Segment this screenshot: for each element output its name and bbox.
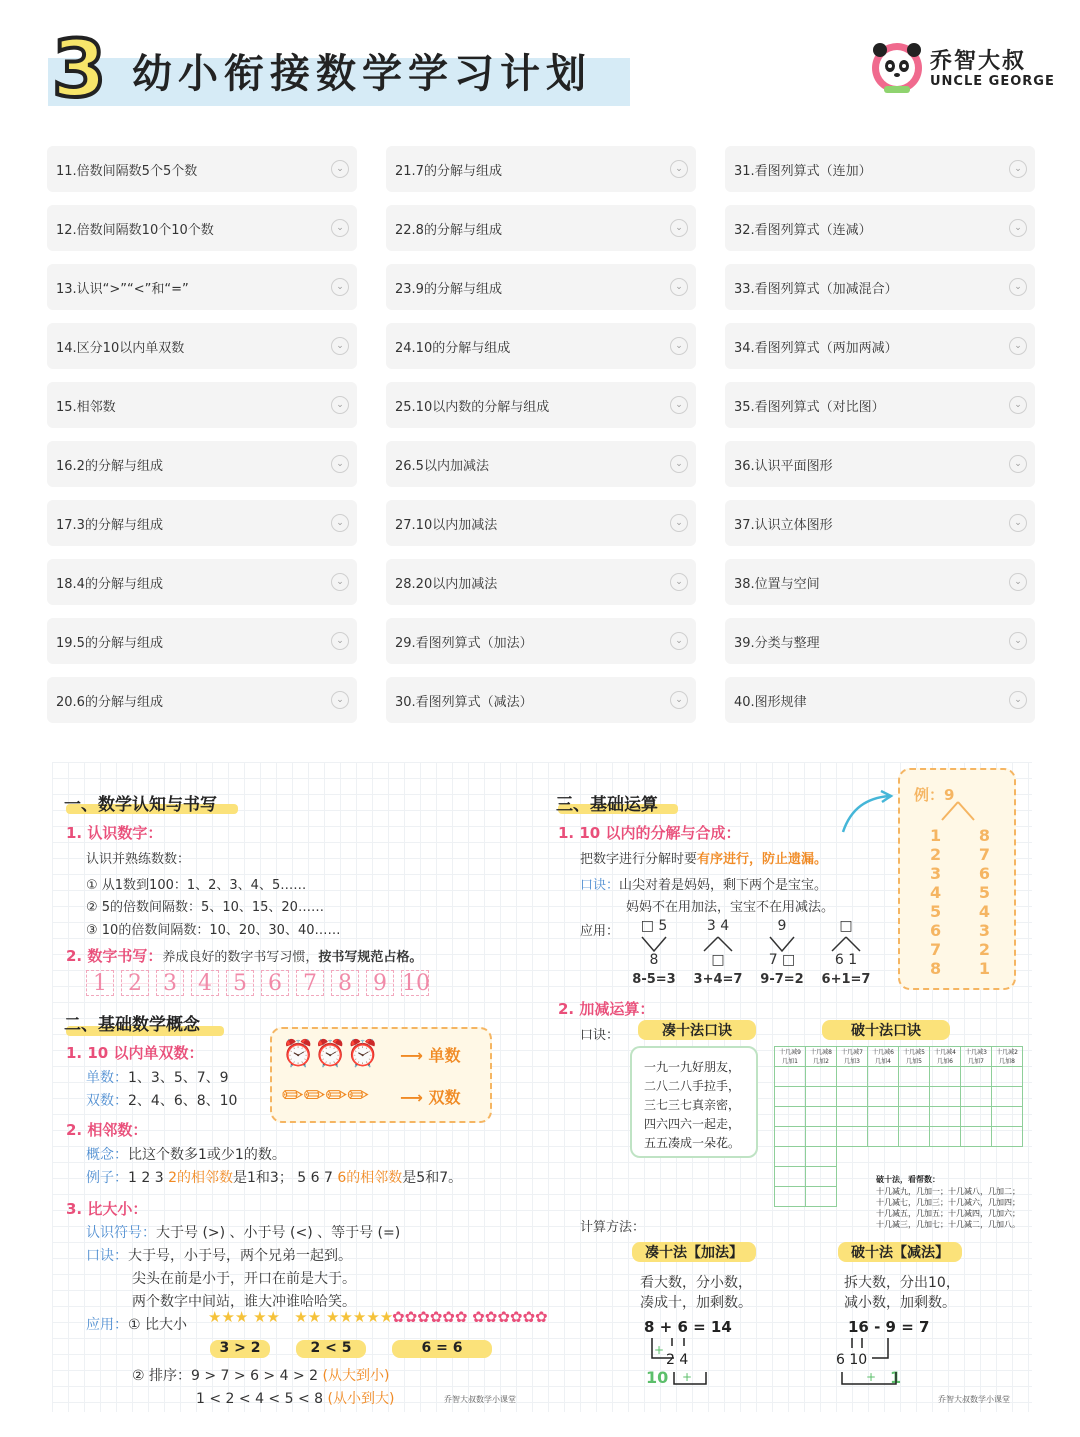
grid-head-cell: 十几减9 几加1 (775, 1047, 806, 1067)
pair-left: 1 (930, 826, 942, 845)
chevron-down-icon[interactable]: ⌄ (670, 455, 688, 473)
lesson-item[interactable] (386, 441, 696, 487)
right-footmark: 乔智大叔数学小课堂 (938, 1395, 1010, 1404)
chevron-down-icon[interactable]: ⌄ (1009, 455, 1027, 473)
pair-row (930, 921, 990, 940)
make-ten-add-2: 凑成十，加剩数。 (640, 1295, 752, 1311)
s1-1-sub: 认识并熟练数数： (86, 852, 191, 867)
chevron-down-icon[interactable]: ⌄ (1009, 219, 1027, 237)
pair-left: 4 (930, 883, 942, 902)
svg-text:+: + (654, 1343, 665, 1357)
grid-head-cell: 十几减3 几加7 (961, 1047, 992, 1067)
lesson-item[interactable] (47, 323, 357, 369)
rhyme-row-1: 口诀：大于号，小于号，两个兄弟一起到。 (86, 1248, 352, 1264)
odd-even-illustration (270, 1027, 492, 1123)
grid-cell (837, 1147, 868, 1167)
pair-right: 8 (978, 826, 990, 845)
grid-cell (899, 1087, 930, 1107)
digit-cell: 3 (156, 970, 184, 996)
grid-cell (899, 1067, 930, 1087)
compare-tag-2: 2 < 5 (296, 1340, 366, 1358)
digit-cell: 6 (261, 970, 289, 996)
grid-cell (899, 1127, 930, 1147)
chevron-down-icon[interactable]: ⌄ (331, 160, 349, 178)
grid-cell (806, 1127, 837, 1147)
make-ten-line: 四六四六一起走， (644, 1117, 741, 1131)
grid-cell (992, 1107, 1023, 1127)
pair-right: 4 (978, 902, 990, 921)
pair-row (930, 864, 990, 883)
grid-cell (868, 1067, 899, 1087)
chevron-down-icon[interactable]: ⌄ (331, 455, 349, 473)
pair-right: 2 (978, 940, 990, 959)
study-notes (52, 762, 1032, 1412)
pair-left: 3 (930, 864, 942, 883)
chevron-down-icon[interactable]: ⌄ (331, 573, 349, 591)
grid-cell (837, 1067, 868, 1087)
grid-cell (775, 1127, 806, 1147)
pair-row (930, 883, 990, 902)
chevron-down-icon[interactable]: ⌄ (670, 396, 688, 414)
make-ten-brackets (644, 1336, 714, 1386)
chevron-down-icon[interactable]: ⌄ (331, 219, 349, 237)
digit-cell: 10 (402, 971, 430, 996)
grid-cell (775, 1107, 806, 1127)
lesson-item-label: 28.20以内加减法 (395, 576, 498, 592)
break-ten-line: 十几减七，几加三；十几减六，几加四； (876, 1198, 1020, 1207)
lesson-item[interactable] (725, 559, 1035, 605)
grid-cell (992, 1067, 1023, 1087)
lesson-item-label: 36.认识平面图形 (734, 458, 833, 474)
lesson-item-label: 14.区分10以内单双数 (56, 340, 185, 356)
s3-2-rhyme-label: 口诀： (580, 1028, 620, 1043)
pair-right: 7 (978, 845, 990, 864)
lesson-item[interactable] (725, 441, 1035, 487)
chevron-down-icon[interactable]: ⌄ (331, 337, 349, 355)
lesson-item[interactable] (47, 559, 357, 605)
apply-row-1: 应用：① 比大小 (86, 1317, 188, 1333)
tree-equation: 9-7=2 (760, 972, 804, 987)
s2-2-heading: 2. 相邻数： (66, 1121, 148, 1139)
chevron-down-icon[interactable]: ⌄ (670, 632, 688, 650)
make-ten-add-1: 看大数，分小数， (640, 1275, 752, 1291)
chevron-down-icon[interactable]: ⌄ (1009, 396, 1027, 414)
sort-row-2: 1 < 2 < 4 < 5 < 8 (从小到大) (196, 1391, 395, 1407)
lesson-item-label: 37.认识立体图形 (734, 517, 833, 533)
section-1-title: 一、数学认知与书写 (64, 795, 217, 815)
grid-cell (961, 1107, 992, 1127)
left-footmark: 乔智大叔数学小课堂 (444, 1395, 516, 1404)
break-ten-line: 十几减三，几加七；十几减二，几加八。 (876, 1220, 1020, 1229)
lesson-item-label: 35.看图列算式（对比图） (734, 399, 885, 415)
chevron-down-icon[interactable]: ⌄ (331, 278, 349, 296)
lesson-list (47, 146, 1035, 723)
pair-row (930, 940, 990, 959)
lesson-item[interactable] (386, 382, 696, 428)
chevron-down-icon[interactable]: ⌄ (670, 278, 688, 296)
grid-cell (930, 1087, 961, 1107)
chevron-down-icon[interactable]: ⌄ (331, 632, 349, 650)
lesson-item[interactable] (725, 618, 1035, 664)
grid-cell (961, 1127, 992, 1147)
s1-1-c: ③ 10的倍数间隔数：10、20、30、40…… (86, 923, 341, 938)
lesson-item[interactable] (47, 205, 357, 251)
grid-cell (806, 1067, 837, 1087)
lesson-item-label: 31.看图列算式（连加） (734, 163, 872, 179)
break-ten-brackets (836, 1336, 916, 1386)
pair-row (930, 826, 990, 845)
brand-name-en: UNCLE GEORGE (930, 74, 1055, 89)
svg-text:+: + (682, 1370, 693, 1384)
grid-cell (837, 1107, 868, 1127)
chevron-down-icon[interactable]: ⌄ (1009, 691, 1027, 709)
lesson-item[interactable] (386, 500, 696, 546)
compare-tag-1: 3 > 2 (210, 1340, 270, 1358)
break-ten-equation: 16 - 9 = 7 (848, 1318, 930, 1336)
lesson-item-label: 27.10以内加减法 (395, 517, 498, 533)
tree-branch-icon (752, 935, 812, 953)
break-ten-title: 破十法口诀 (822, 1020, 950, 1040)
star-icons: ★★★ ★★ ★★ ★★★★★ (208, 1308, 394, 1326)
break-ten-sub-2: 减小数，加剩数。 (844, 1295, 956, 1311)
s3-1-text: 把数字进行分解时要有序进行，防止遗漏。 (580, 852, 828, 867)
grid-cell (806, 1187, 837, 1207)
lesson-item-label: 29.看图列算式（加法） (395, 635, 533, 651)
lesson-item[interactable] (386, 618, 696, 664)
lesson-item[interactable] (725, 205, 1035, 251)
grid-cell (837, 1127, 868, 1147)
page-number: 3 (52, 25, 107, 115)
tree-bottom: 8 (649, 952, 659, 968)
pair-row (930, 845, 990, 864)
header (0, 0, 1080, 135)
make-ten-equation: 8 + 6 = 14 (644, 1318, 732, 1336)
s3-rhyme-1: 口诀：山尖对着是妈妈，剩下两个是宝宝。 (580, 878, 828, 893)
panda-logo-icon (866, 38, 928, 94)
flower-icons: ✿✿✿✿✿✿ ✿✿✿✿✿✿ (392, 1308, 548, 1326)
break-ten-sub-1: 拆大数，分出10， (844, 1275, 960, 1291)
tree-branch-icon (624, 935, 684, 953)
chevron-down-icon[interactable]: ⌄ (1009, 278, 1027, 296)
grid-cell (775, 1187, 806, 1207)
lesson-item-label: 16.2的分解与组成 (56, 458, 163, 474)
break-ten-sub-title: 破十法【减法】 (838, 1242, 962, 1262)
digit-writing-row (86, 970, 429, 996)
grid-cell (961, 1147, 992, 1167)
chevron-down-icon[interactable]: ⌄ (670, 337, 688, 355)
grid-cell (930, 1127, 961, 1147)
tree-equation: 6+1=7 (821, 972, 871, 987)
lesson-item[interactable] (725, 500, 1035, 546)
grid-cell (775, 1067, 806, 1087)
pair-left: 6 (930, 921, 942, 940)
pair-row (930, 902, 990, 921)
grid-cell (930, 1107, 961, 1127)
lesson-item-label: 26.5以内加减法 (395, 458, 489, 474)
grid-cell (837, 1087, 868, 1107)
make-ten-add-title: 凑十法【加法】 (632, 1242, 756, 1262)
grid-cell (868, 1147, 899, 1167)
grid-cell (806, 1147, 837, 1167)
lesson-item-label: 18.4的分解与组成 (56, 576, 163, 592)
tree-branch-icon (688, 935, 748, 953)
lesson-item-label: 30.看图列算式（减法） (395, 694, 533, 710)
grid-head-cell: 十几减8 几加2 (806, 1047, 837, 1067)
tree-bottom: 6 1 (834, 952, 858, 968)
concept-row: 概念：比这个数多1或少1的数。 (86, 1147, 286, 1163)
chevron-down-icon[interactable]: ⌄ (670, 514, 688, 532)
odd-row: 单数：1、3、5、7、9 (86, 1070, 229, 1086)
rhyme-row-3: 两个数字中间站，谁大冲谁哈哈笑。 (132, 1294, 356, 1310)
lesson-item-label: 23.9的分解与组成 (395, 281, 502, 297)
pair-left: 7 (930, 940, 942, 959)
chevron-down-icon[interactable]: ⌄ (1009, 160, 1027, 178)
lesson-item[interactable] (47, 264, 357, 310)
example-row: 例子：1 2 3 2的相邻数是1和3； 5 6 7 6的相邻数是5和7。 (86, 1170, 463, 1186)
grid-cell (837, 1187, 868, 1207)
lesson-item-label: 19.5的分解与组成 (56, 635, 163, 651)
make-ten-split: 2 4 (666, 1352, 689, 1368)
lesson-item-label: 20.6的分解与组成 (56, 694, 163, 710)
break-ten-line: 十几减五，几加五；十几减四，几加六； (876, 1209, 1020, 1218)
s3-1-heading: 1. 10 以内的分解与合成： (558, 824, 741, 842)
chevron-down-icon[interactable]: ⌄ (331, 514, 349, 532)
grid-head-cell: 十几减2 几加8 (992, 1047, 1023, 1067)
s3-rhyme-2: 妈妈不在用加法，宝宝不在用减法。 (626, 900, 835, 915)
digit-cell: 2 (121, 970, 149, 996)
break-ten-line: 十几减九，几加一；十几减八，几加二； (876, 1187, 1020, 1196)
grid-cell (992, 1087, 1023, 1107)
digit-cell: 4 (191, 970, 219, 996)
tree-bottom: □ (711, 952, 725, 968)
tree-equation: 8-5=3 (632, 972, 676, 987)
lesson-item[interactable] (386, 677, 696, 723)
grid-cell (992, 1127, 1023, 1147)
curved-arrow-icon (837, 788, 897, 836)
digit-cell: 1 (86, 970, 114, 996)
grid-cell (899, 1147, 930, 1167)
make-ten-line: 二八二八手拉手， (644, 1079, 741, 1093)
symbol-row: 认识符号：大于号 (>) 、小于号 (<) 、等于号 (=) (86, 1225, 401, 1241)
make-ten-line: 三七三七真亲密， (644, 1098, 741, 1112)
page-title: 幼小衔接数学学习计划 (132, 51, 592, 97)
lesson-item[interactable] (47, 618, 357, 664)
lesson-item-label: 25.10以内数的分解与组成 (395, 399, 550, 415)
pencil-icons: ✏✏✏✏ (282, 1081, 370, 1111)
grid-cell (806, 1087, 837, 1107)
lesson-item-label: 40.图形规律 (734, 694, 807, 710)
grid-cell (899, 1107, 930, 1127)
tree-equation: 3+4=7 (693, 972, 743, 987)
chevron-down-icon[interactable]: ⌄ (670, 160, 688, 178)
rhyme-row-2: 尖头在前是小于，开口在前是大于。 (132, 1271, 356, 1287)
grid-cell (775, 1167, 806, 1187)
grid-head-cell: 十几减6 几加4 (868, 1047, 899, 1067)
s1-2-row (66, 945, 422, 966)
lesson-item-label: 38.位置与空间 (734, 576, 820, 592)
s1-2-heading: 2. 数字书写： (66, 947, 163, 965)
grid-cell (930, 1147, 961, 1167)
svg-text:+: + (866, 1370, 877, 1384)
method-label: 计算方法： (580, 1220, 646, 1235)
lesson-item[interactable] (47, 500, 357, 546)
pair-right: 3 (978, 921, 990, 940)
make-ten-line: 一九一九好朋友， (644, 1060, 741, 1074)
lesson-item[interactable] (725, 382, 1035, 428)
section-3-title: 三、基础运算 (556, 795, 658, 815)
tree-top: 9 (777, 918, 787, 934)
break-ten-note: 破十法，看帮数： (876, 1175, 940, 1184)
lesson-item[interactable] (47, 382, 357, 428)
lesson-item[interactable] (386, 264, 696, 310)
lesson-item-label: 34.看图列算式（两加两减） (734, 340, 898, 356)
lesson-item[interactable] (725, 146, 1035, 192)
lesson-item-label: 22.8的分解与组成 (395, 222, 502, 238)
tree-top: □ (839, 918, 853, 934)
make-ten-line: 五五凑成一朵花。 (644, 1136, 741, 1150)
odd-arrow: ⟶ 单数 (400, 1046, 461, 1065)
s1-1-heading: 1. 认识数字： (66, 824, 163, 842)
section-2-title: 二、基础数学概念 (64, 1015, 200, 1035)
lesson-item-label: 12.倍数间隔数10个10个数 (56, 222, 214, 238)
grid-head-cell: 十几减7 几加3 (837, 1047, 868, 1067)
tree-top: □ 5 (640, 918, 668, 934)
chevron-down-icon[interactable]: ⌄ (331, 691, 349, 709)
chevron-down-icon[interactable]: ⌄ (1009, 337, 1027, 355)
grid-cell (868, 1107, 899, 1127)
example-label: 例：9 (914, 786, 955, 804)
lesson-item-label: 21.7的分解与组成 (395, 163, 502, 179)
s1-1-a: ① 从1数到100：1、2、3、4、5…… (86, 878, 307, 893)
grid-cell (775, 1087, 806, 1107)
grid-cell (806, 1167, 837, 1187)
digit-cell: 9 (366, 970, 394, 996)
grid-cell (961, 1167, 992, 1187)
pair-left: 5 (930, 902, 942, 921)
grid-cell (992, 1147, 1023, 1167)
tree-top: 3 4 (706, 918, 730, 934)
lesson-item-label: 32.看图列算式（连减） (734, 222, 872, 238)
grid-head-cell: 十几减5 几加5 (899, 1047, 930, 1067)
s1-2-highlight: 按书写规范占格。 (318, 950, 423, 965)
chevron-down-icon[interactable]: ⌄ (1009, 573, 1027, 591)
lesson-item[interactable] (725, 264, 1035, 310)
pair-right: 1 (978, 959, 990, 978)
grid-cell (837, 1167, 868, 1187)
lesson-item-label: 17.3的分解与组成 (56, 517, 163, 533)
compare-tag-3: 6 = 6 (392, 1340, 492, 1358)
chevron-down-icon[interactable]: ⌄ (331, 396, 349, 414)
digit-cell: 8 (331, 970, 359, 996)
lesson-item-label: 24.10的分解与组成 (395, 340, 511, 356)
grid-cell (961, 1067, 992, 1087)
lesson-item[interactable] (47, 677, 357, 723)
lesson-item-label: 33.看图列算式（加减混合） (734, 281, 898, 297)
lesson-item[interactable] (386, 559, 696, 605)
lesson-item-label: 13.认识“>”“<”和“=” (56, 281, 189, 297)
s3-2-heading: 2. 加减运算： (558, 1000, 655, 1018)
chevron-down-icon[interactable]: ⌄ (670, 219, 688, 237)
chevron-down-icon[interactable]: ⌄ (670, 691, 688, 709)
example-9-box (898, 768, 1016, 990)
grid-cell (992, 1167, 1023, 1187)
lesson-item-label: 15.相邻数 (56, 399, 116, 415)
digit-cell: 7 (296, 970, 324, 996)
lesson-item[interactable] (47, 146, 357, 192)
grid-cell (868, 1127, 899, 1147)
pair-left: 2 (930, 845, 942, 864)
chevron-down-icon[interactable]: ⌄ (1009, 632, 1027, 650)
make-ten-ten: 10 (646, 1368, 669, 1387)
make-ten-card (630, 1046, 758, 1158)
s1-1-b: ② 5的倍数间隔数：5、10、15、20…… (86, 900, 324, 915)
grid-cell (930, 1067, 961, 1087)
lesson-item[interactable] (386, 146, 696, 192)
sort-row-1: ② 排序：9 > 7 > 6 > 4 > 2 (从大到小) (132, 1368, 390, 1384)
tree-branch-icon (816, 935, 876, 953)
lesson-item[interactable] (386, 205, 696, 251)
split-lines-icon (938, 800, 978, 822)
chevron-down-icon[interactable]: ⌄ (1009, 514, 1027, 532)
s1-2-text: 养成良好的数字书写习惯， (162, 950, 319, 965)
lesson-item[interactable] (47, 441, 357, 487)
pair-right: 5 (978, 883, 990, 902)
grid-head-cell: 十几减4 几加6 (930, 1047, 961, 1067)
s2-3-heading: 3. 比大小： (66, 1200, 148, 1218)
lesson-item-label: 11.倍数间隔数5个5个数 (56, 163, 198, 179)
pair-row (930, 959, 990, 978)
grid-cell (868, 1087, 899, 1107)
lesson-item[interactable] (386, 323, 696, 369)
chevron-down-icon[interactable]: ⌄ (670, 573, 688, 591)
make-ten-title: 凑十法口诀 (638, 1020, 756, 1040)
tree-bottom: 7 □ (768, 952, 796, 968)
lesson-item[interactable] (725, 323, 1035, 369)
break-ten-split: 6 10 (836, 1352, 868, 1368)
digit-cell: 5 (226, 970, 254, 996)
break-ten-one: 1 (890, 1368, 902, 1387)
grid-cell (775, 1147, 806, 1167)
grid-cell (806, 1107, 837, 1127)
even-arrow: ⟶ 双数 (400, 1088, 461, 1107)
brand-name-cn: 乔智大叔 (930, 49, 1027, 74)
pair-left: 8 (930, 959, 942, 978)
s2-1-heading: 1. 10 以内单双数： (66, 1044, 204, 1062)
even-row: 双数：2、4、6、8、10 (86, 1093, 238, 1109)
s3-apply-label: 应用： (580, 924, 620, 939)
grid-cell (961, 1087, 992, 1107)
clock-icons: ⏰⏰⏰ (282, 1039, 380, 1069)
lesson-item[interactable] (725, 677, 1035, 723)
pair-right: 6 (978, 864, 990, 883)
lesson-item-label: 39.分类与整理 (734, 635, 820, 651)
